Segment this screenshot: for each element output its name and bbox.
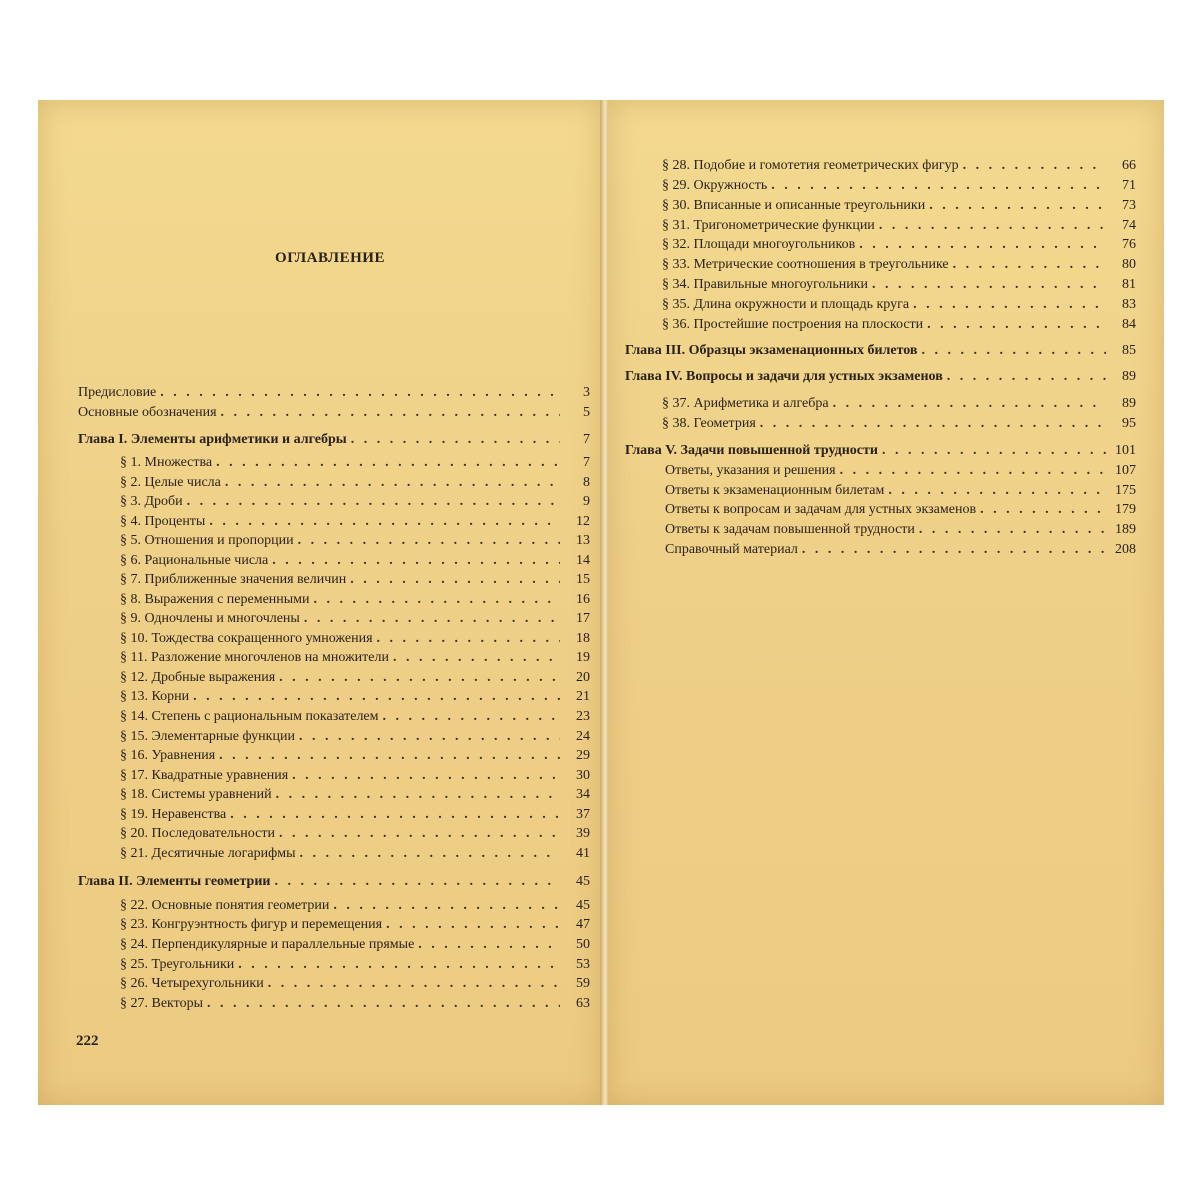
toc-entry-page: 89 [1122,369,1136,384]
right-toc-entry [662,395,1136,413]
left-toc-entry [120,806,590,824]
toc-entry-label: § 16. Уравнения [120,748,216,763]
left-toc-entry [120,493,590,511]
toc-entry-page: 63 [576,996,590,1011]
left-toc-entry [120,916,590,934]
left-toc-entry [120,747,590,765]
toc-entry-page: 30 [576,768,590,783]
dot-leader [980,501,1106,519]
dot-leader [193,688,560,706]
toc-entry-page: 19 [576,650,590,665]
toc-entry-label: Глава V. Задачи повышенной трудности [625,443,878,458]
toc-entry-label: Ответы к экзаменационным билетам [665,483,885,498]
toc-entry-label: § 19. Неравенства [120,807,227,822]
dot-leader [230,806,560,824]
toc-entry-page: 45 [576,874,590,889]
toc-entry-label: Ответы к вопросам и задачам для устных экзаменов [665,502,977,517]
toc-entry-page: 45 [576,898,590,913]
toc-entry-page: 5 [583,405,590,420]
toc-entry-page: 17 [576,611,590,626]
dot-leader [947,368,1106,386]
left-toc-entry [120,591,590,609]
toc-entry-label: § 6. Рациональные числа [120,553,269,568]
right-toc-entry [665,501,1136,519]
right-toc-entry [665,521,1136,539]
toc-entry-page: 50 [576,937,590,952]
left-toc-entry [120,767,590,785]
toc-entry-page: 81 [1122,277,1136,292]
toc-entry-page: 8 [583,475,590,490]
left-toc-entry [120,649,590,667]
dot-leader [859,236,1106,254]
toc-entry-page: 175 [1115,483,1136,498]
toc-entry-page: 189 [1115,522,1136,537]
right-toc-entry [662,177,1136,195]
toc-entry-page: 24 [576,729,590,744]
toc-entry-page: 41 [576,846,590,861]
toc-entry-page: 74 [1122,218,1136,233]
dot-leader [393,649,560,667]
toc-entry-label: Глава III. Образцы экзаменационных билетов [625,343,918,358]
left-toc-entry [120,995,590,1013]
left-toc-entry [120,708,590,726]
dot-leader [187,493,560,511]
toc-entry-label: § 32. Площади многоугольников [662,237,856,252]
toc-entry-label: § 22. Основные понятия геометрии [120,898,330,913]
dot-leader [292,767,560,785]
dot-leader [299,728,560,746]
toc-entry-label: § 29. Окружность [662,178,768,193]
toc-entry-label: § 18. Системы уравнений [120,787,272,802]
left-toc-entry [120,975,590,993]
dot-leader [383,708,560,726]
dot-leader [276,786,560,804]
dot-leader [298,532,560,550]
toc-entry-label: Глава II. Элементы геометрии [78,874,271,889]
toc-entry-page: 71 [1122,178,1136,193]
toc-entry-label: Глава IV. Вопросы и задачи для устных экзаменов [625,369,943,384]
toc-entry-label: § 26. Четырехугольники [120,976,264,991]
toc-entry-page: 39 [576,826,590,841]
dot-leader [207,995,560,1013]
toc-entry-page: 34 [576,787,590,802]
toc-entry-page: 47 [576,917,590,932]
dot-leader [840,462,1106,480]
toc-entry-page: 29 [576,748,590,763]
toc-entry-page: 14 [576,553,590,568]
toc-entry-label: § 11. Разложение многочленов на множители [120,650,389,665]
dot-leader [160,384,560,402]
toc-entry-label: § 20. Последовательности [120,826,275,841]
left-toc-entry [120,688,590,706]
right-toc-entry [625,442,1136,460]
right-toc-entry [665,462,1136,480]
right-toc-entry [662,236,1136,254]
toc-entry-label: § 5. Отношения и пропорции [120,533,294,548]
left-toc-entry [120,513,590,531]
dot-leader [833,395,1106,413]
left-toc-entry [120,897,590,915]
toc-entry-page: 7 [583,432,590,447]
left-toc-entry [120,956,590,974]
toc-entry-page: 15 [576,572,590,587]
right-toc-entry [662,256,1136,274]
dot-leader [299,845,560,863]
toc-entry-label: § 7. Приближенные значения величин [120,572,347,587]
dot-leader [953,256,1106,274]
dot-leader [304,610,560,628]
dot-leader [268,975,560,993]
dot-leader [216,454,560,472]
toc-entry-page: 107 [1115,463,1136,478]
dot-leader [888,482,1106,500]
toc-entry-label: § 21. Десятичные логарифмы [120,846,296,861]
toc-entry-label: § 15. Элементарные функции [120,729,295,744]
dot-leader [314,591,560,609]
toc-entry-page: 95 [1122,416,1136,431]
toc-entry-label: § 34. Правильные многоугольники [662,277,868,292]
toc-entry-page: 84 [1122,317,1136,332]
toc-entry-page: 16 [576,592,590,607]
toc-entry-page: 12 [576,514,590,529]
toc-entry-label: § 17. Квадратные уравнения [120,768,289,783]
left-toc-entry [78,404,590,422]
dot-leader [963,157,1106,175]
dot-leader [418,936,560,954]
toc-entry-label: § 36. Простейшие построения на плоскости [662,317,924,332]
right-toc-entry [625,342,1136,360]
toc-entry-label: § 9. Одночлены и многочлены [120,611,300,626]
dot-leader [802,541,1106,559]
toc-entry-label: § 27. Векторы [120,996,204,1011]
toc-entry-label: § 23. Конгруэнтность фигур и перемещения [120,917,383,932]
dot-leader [238,956,560,974]
dot-leader [919,521,1106,539]
dot-leader [225,474,560,492]
left-toc-entry [120,474,590,492]
toc-entry-label: § 30. Вписанные и описанные треугольники [662,198,926,213]
right-toc-entry [662,217,1136,235]
dot-leader [922,342,1107,360]
toc-entry-page: 179 [1115,502,1136,517]
toc-entry-label: § 8. Выражения с переменными [120,592,310,607]
toc-entry-page: 83 [1122,297,1136,312]
toc-entry-label: Предисловие [78,385,157,400]
dot-leader [913,296,1106,314]
left-toc-entry [120,825,590,843]
toc-entry-page: 85 [1122,343,1136,358]
toc-entry-page: 9 [583,494,590,509]
toc-entry-label: § 4. Проценты [120,514,206,529]
dot-leader [882,442,1106,460]
dot-leader [771,177,1106,195]
toc-entry-page: 89 [1122,396,1136,411]
toc-entry-label: § 31. Тригонометрические функции [662,218,875,233]
dot-leader [350,571,560,589]
toc-entry-label: § 10. Тождества сокращенного умножения [120,631,373,646]
left-toc-entry [120,845,590,863]
left-toc-entry [120,454,590,472]
dot-leader [279,825,560,843]
toc-entry-label: § 37. Арифметика и алгебра [662,396,829,411]
dot-leader [272,552,560,570]
toc-entry-label: § 2. Целые числа [120,475,221,490]
right-toc-entry [662,415,1136,433]
toc-entry-label: § 35. Длина окружности и площадь круга [662,297,910,312]
toc-entry-page: 18 [576,631,590,646]
toc-entry-label: § 33. Метрические соотношения в треугольнике [662,257,949,272]
left-toc-entry [78,873,590,891]
dot-leader [872,276,1106,294]
right-toc-entry [662,157,1136,175]
right-toc-entry [665,541,1136,559]
toc-entry-page: 20 [576,670,590,685]
right-toc-entry [662,296,1136,314]
toc-entry-page: 3 [583,385,590,400]
right-toc-entry [662,276,1136,294]
toc-entry-label: § 38. Геометрия [662,416,756,431]
left-toc-entry [120,630,590,648]
toc-entry-label: § 13. Корни [120,689,190,704]
right-toc-entry [625,368,1136,386]
dot-leader [351,431,560,449]
toc-entry-label: § 14. Степень с рациональным показателем [120,709,379,724]
toc-entry-label: Основные обозначения [78,405,217,420]
dot-leader [279,669,560,687]
dot-leader [386,916,560,934]
toc-entry-page: 37 [576,807,590,822]
toc-entry-page: 53 [576,957,590,972]
toc-entry-page: 23 [576,709,590,724]
dot-leader [929,197,1106,215]
toc-entry-page: 73 [1122,198,1136,213]
dot-leader [333,897,560,915]
toc-entry-label: Глава I. Элементы арифметики и алгебры [78,432,347,447]
toc-entry-label: § 3. Дроби [120,494,183,509]
left-toc-entry [120,552,590,570]
toc-entry-label: Ответы к задачам повышенной трудности [665,522,915,537]
left-toc-entry [120,936,590,954]
toc-entry-page: 80 [1122,257,1136,272]
left-toc-entry [120,571,590,589]
toc-entry-page: 208 [1115,542,1136,557]
toc-entry-label: Справочный материал [665,542,798,557]
dot-leader [219,747,560,765]
dot-leader [221,404,560,422]
toc-entry-label: Ответы, указания и решения [665,463,836,478]
dot-leader [209,513,560,531]
toc-entry-page: 59 [576,976,590,991]
toc-entry-label: § 1. Множества [120,455,213,470]
dot-leader [927,316,1106,334]
toc-entry-page: 13 [576,533,590,548]
right-toc-entry [665,482,1136,500]
dot-leader [879,217,1106,235]
page-number: 222 [76,1033,99,1049]
toc-entry-label: § 24. Перпендикулярные и параллельные прямые [120,937,415,952]
left-toc-entry [120,669,590,687]
toc-entry-page: 7 [583,455,590,470]
dot-leader [274,873,560,891]
toc-entry-label: § 25. Треугольники [120,957,235,972]
left-toc-entry [120,786,590,804]
left-toc-entry [78,384,590,402]
left-toc-entry [120,728,590,746]
toc-entry-label: § 28. Подобие и гомотетия геометрических фигур [662,158,959,173]
right-toc-entry [662,197,1136,215]
toc-entry-page: 66 [1122,158,1136,173]
toc-entry-label: § 12. Дробные выражения [120,670,276,685]
left-toc-entry [120,532,590,550]
left-toc-entry [120,610,590,628]
dot-leader [377,630,560,648]
toc-entry-page: 76 [1122,237,1136,252]
right-toc-entry [662,316,1136,334]
toc-entry-page: 21 [576,689,590,704]
toc-title: ОГЛАВЛЕНИЕ [275,250,385,266]
left-toc-entry [78,431,590,449]
dot-leader [760,415,1106,433]
toc-entry-page: 101 [1115,443,1136,458]
